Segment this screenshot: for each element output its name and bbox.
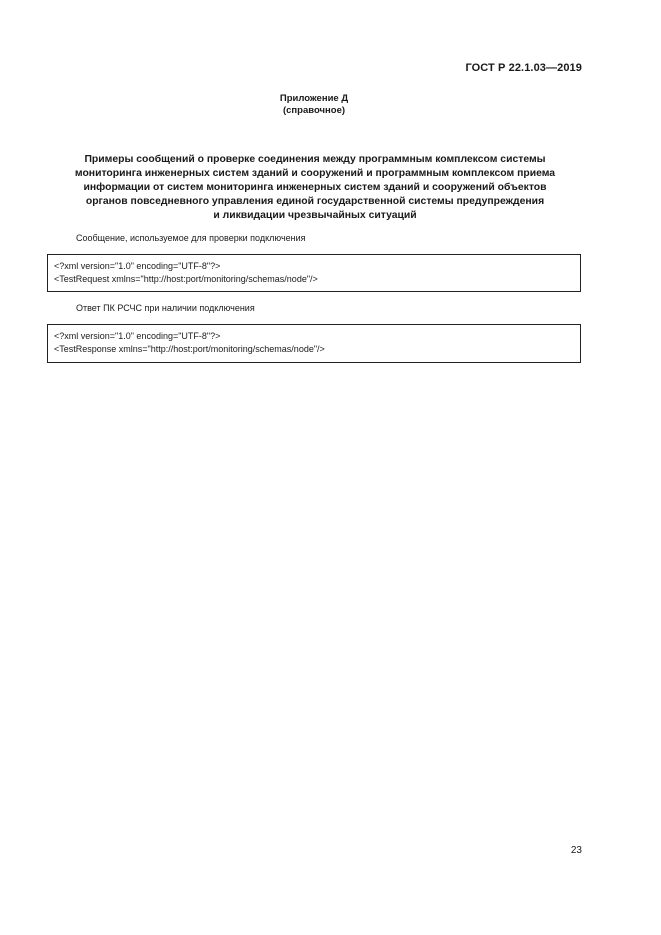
code-line: <TestRequest xmlns="http://host:port/monitoring/schemas/node"/> — [54, 274, 318, 284]
response-code-box — [47, 324, 581, 363]
main-title-line: информации от систем мониторинга инженерных систем зданий и сооружений объектов — [83, 182, 547, 193]
main-title-line: мониторинга инженерных систем зданий и сооружений и программным комплексом приема — [74, 168, 556, 179]
main-title-line: органов повседневного управления единой государственной системы предупреждения — [85, 196, 545, 207]
document-code: ГОСТ Р 22.1.03—2019 — [465, 62, 582, 74]
code-line: <?xml version="1.0" encoding="UTF-8"?> — [54, 261, 221, 271]
annex-heading — [0, 93, 628, 117]
main-title-line: Примеры сообщений о проверке соединения между программным комплексом системы — [84, 154, 546, 165]
code-line: <TestResponse xmlns="http://host:port/monitoring/schemas/node"/> — [54, 344, 325, 354]
main-title — [48, 153, 582, 223]
annex-title: Приложение Д — [279, 93, 349, 104]
response-caption: Ответ ПК РСЧС при наличии подключения — [76, 303, 255, 313]
annex-subtitle: (справочное) — [282, 105, 346, 116]
page-number: 23 — [570, 845, 582, 856]
code-line: <?xml version="1.0" encoding="UTF-8"?> — [54, 331, 221, 341]
request-caption: Сообщение, используемое для проверки подключения — [76, 233, 306, 243]
request-code-box — [47, 254, 581, 292]
main-title-line: и ликвидации чрезвычайных ситуаций — [213, 210, 417, 221]
